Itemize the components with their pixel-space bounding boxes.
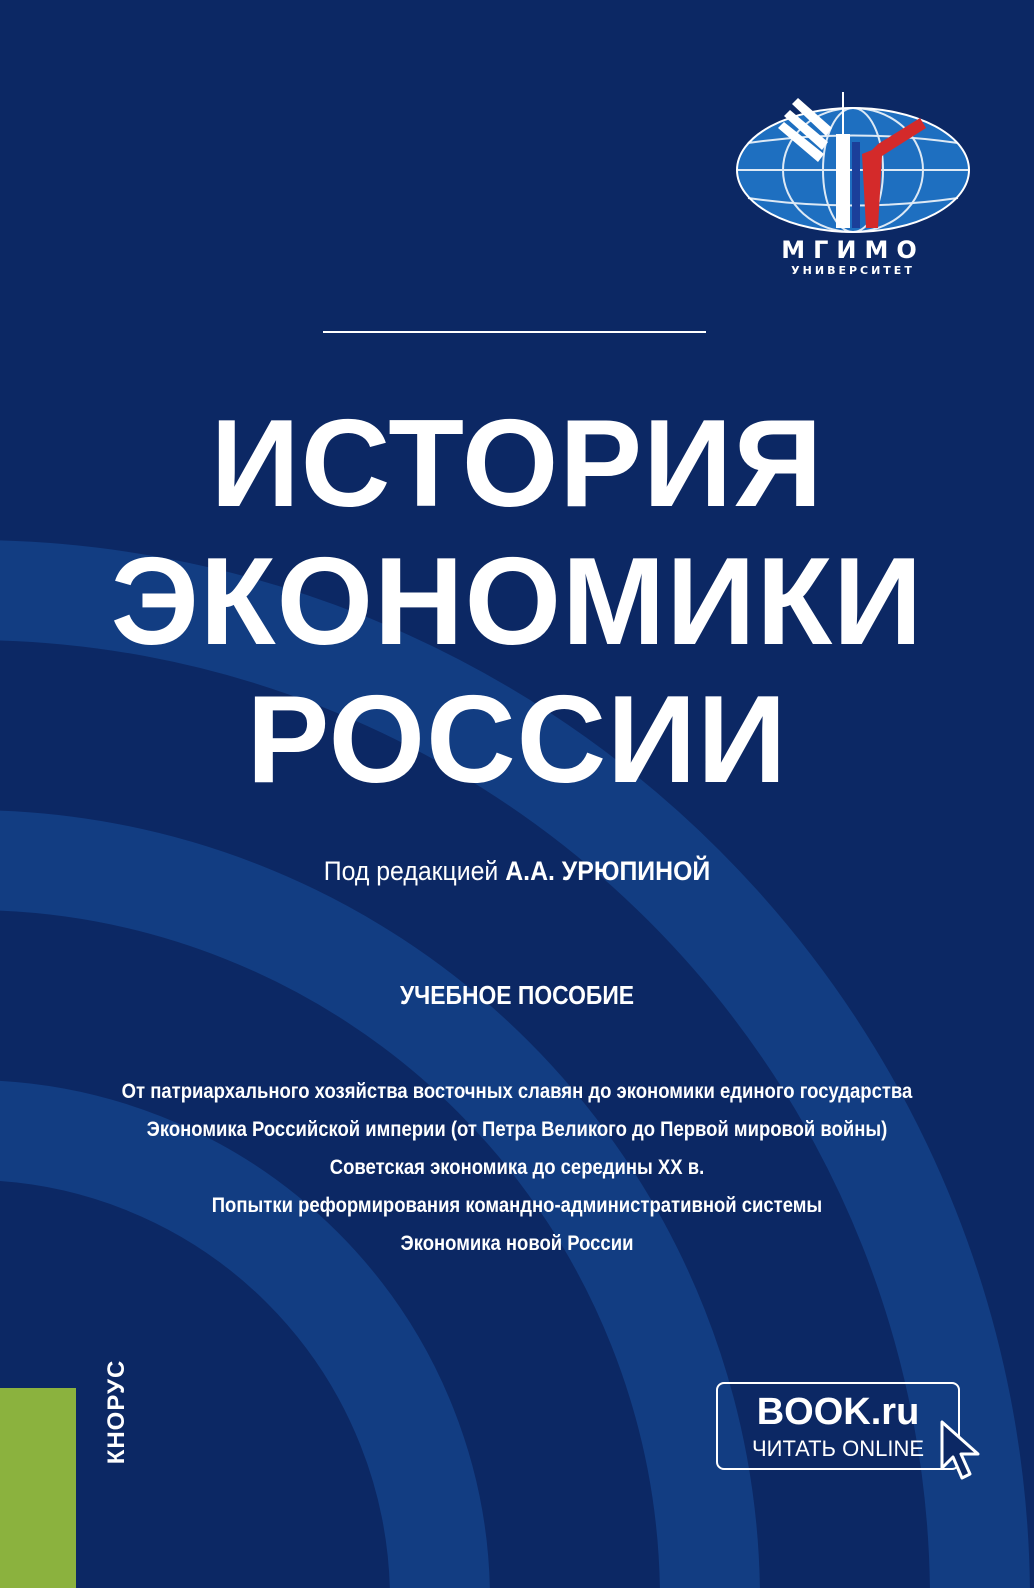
bookru-action: ЧИТАТЬ ONLINE	[751, 1436, 925, 1461]
contents-list	[0, 1073, 1034, 1263]
editor-prefix: Под редакцией	[323, 856, 499, 886]
contents-item: Экономика новой России	[400, 1232, 634, 1255]
logo-name: МГИМО	[781, 236, 925, 264]
bookru-brand: BOOK.ru	[756, 1391, 920, 1433]
globe-emblem-icon	[728, 88, 978, 238]
contents-item: Советская экономика до середины XX в.	[329, 1156, 705, 1179]
university-logo	[728, 88, 978, 288]
editor-credit	[41, 856, 992, 887]
divider-line	[323, 331, 706, 333]
book-type: УЧЕБНОЕ ПОСОБИЕ	[399, 980, 635, 1010]
publisher-label	[97, 1352, 137, 1472]
editor-name: А.А. УРЮПИНОЙ	[505, 856, 711, 886]
title-line-3: РОССИИ	[246, 671, 788, 809]
cursor-arrow-icon	[938, 1420, 986, 1484]
logo-subtitle: УНИВЕРСИТЕТ	[791, 264, 915, 277]
contents-item: От патриархального хозяйства восточных славян до экономики единого государства	[121, 1080, 913, 1103]
publisher-name: КНОРУС	[103, 1359, 130, 1465]
contents-item: Экономика Российской империи (от Петра Великого до Первой мировой войны)	[146, 1118, 888, 1141]
spine-stripe	[0, 1388, 76, 1588]
title-line-1: ИСТОРИЯ	[210, 395, 824, 533]
bookru-badge[interactable]	[716, 1382, 960, 1470]
title-line-2: ЭКОНОМИКИ	[110, 533, 924, 671]
contents-item: Попытки реформирования командно-административной системы	[211, 1194, 823, 1217]
